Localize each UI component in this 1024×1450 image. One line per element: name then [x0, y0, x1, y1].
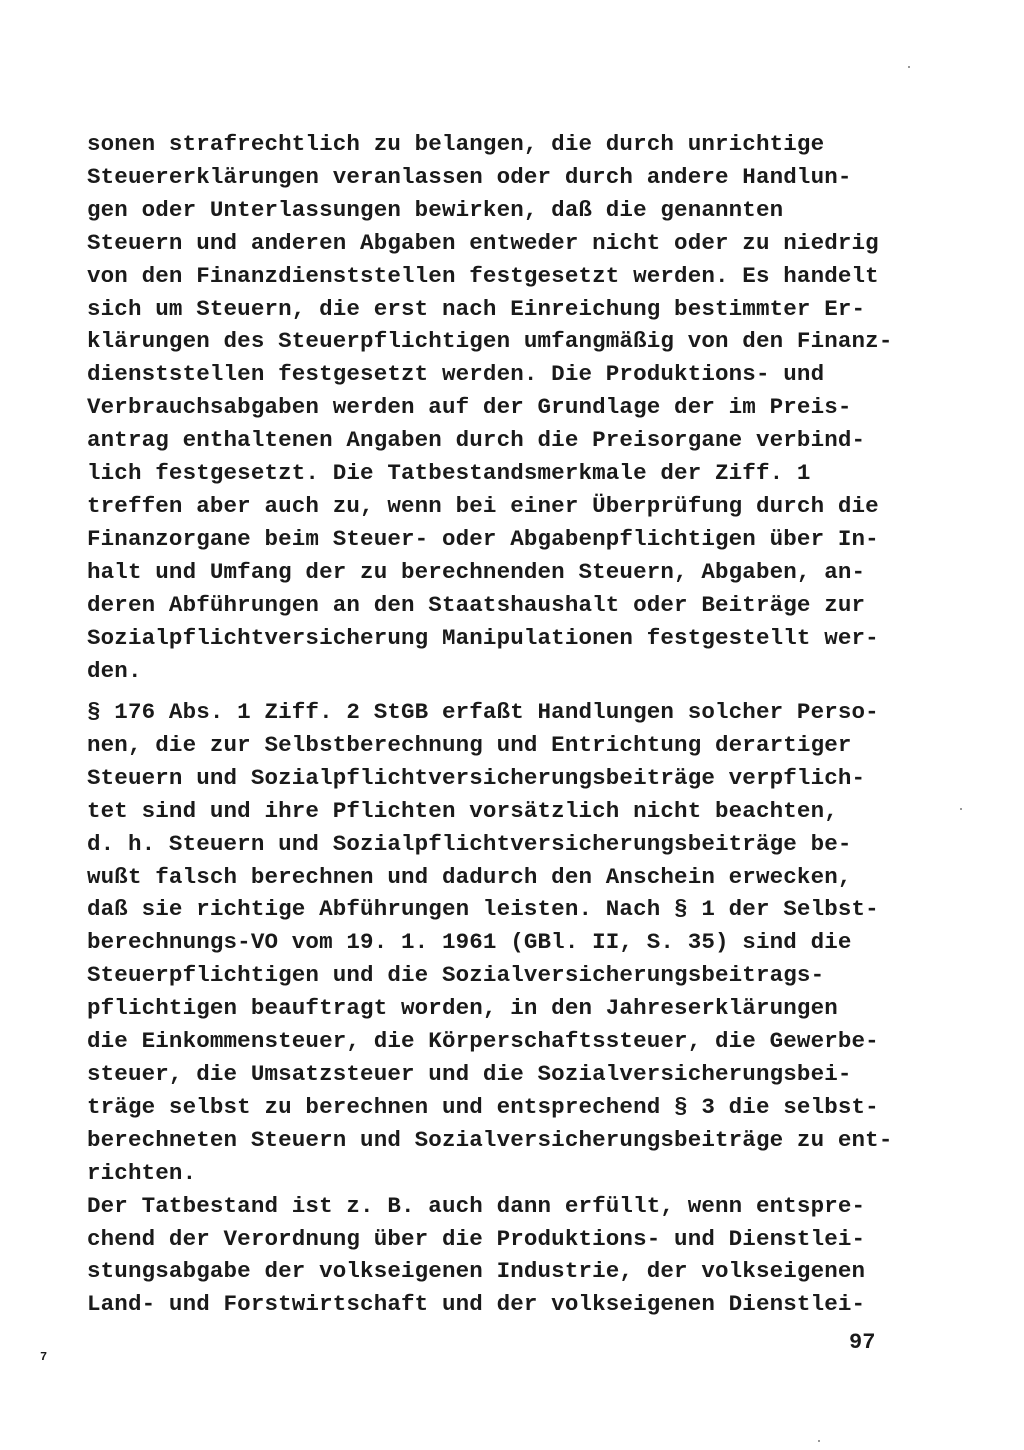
text-line: deren Abführungen an den Staatshaushalt oder Beiträge zur [87, 591, 866, 618]
text-line: berechnungs-VO vom 19. 1. 1961 (GBl. II, S. 35) sind die [87, 929, 852, 956]
margin-mark: 7 [40, 1350, 48, 1364]
text-line: Verbrauchsabgaben werden auf der Grundlage der im Preis- [87, 394, 852, 421]
text-line: halt und Umfang der zu berechnenden Steuern, Abgaben, an- [87, 558, 866, 585]
text-line: träge selbst zu berechnen und entsprechend § 3 die selbst- [87, 1093, 879, 1120]
scan-speck [908, 66, 910, 68]
text-line: nen, die zur Selbstberechnung und Entrichtung derartiger [87, 731, 852, 758]
text-line: Der Tatbestand ist z. B. auch dann erfüllt, wenn entspre- [87, 1192, 866, 1219]
text-line: chend der Verordnung über die Produktions- und Dienstlei- [87, 1225, 866, 1252]
text-line: gen oder Unterlassungen bewirken, daß die genannten [87, 196, 784, 223]
text-line: Steuerpflichtigen und die Sozialversicherungsbeitrags- [87, 962, 825, 989]
text-line: § 176 Abs. 1 Ziff. 2 StGB erfaßt Handlungen solcher Perso- [87, 699, 879, 725]
text-line: den. [87, 657, 142, 684]
text-line: Steuern und Sozialpflichtversicherungsbeiträge verpflich- [87, 764, 866, 791]
text-line: lich festgesetzt. Die Tatbestandsmerkmale der Ziff. 1 [87, 460, 811, 487]
text-line: pflichtigen beauftragt worden, in den Jahreserklärungen [87, 995, 838, 1022]
text-line: die Einkommensteuer, die Körperschaftssteuer, die Gewerbe- [87, 1028, 879, 1055]
text-line: Land- und Forstwirtschaft und der volkseigenen Dienstlei- [87, 1291, 866, 1318]
text-line: steuer, die Umsatzsteuer und die Sozialversicherungsbei- [87, 1060, 852, 1087]
text-line: Sozialpflichtversicherung Manipulationen festgestellt wer- [87, 624, 879, 651]
paragraph-1 [87, 128, 893, 687]
scan-speck [960, 808, 962, 810]
text-line: d. h. Steuern und Sozialpflichtversicherungsbeiträge be- [87, 830, 852, 857]
text-line: von den Finanzdienststellen festgesetzt werden. Es handelt [87, 262, 879, 289]
text-line: sonen strafrechtlich zu belangen, die durch unrichtige [87, 131, 825, 157]
paragraph-2 [87, 696, 893, 1321]
text-line: berechneten Steuern und Sozialversicherungsbeiträge zu ent- [87, 1126, 893, 1153]
text-line: klärungen des Steuerpflichtigen umfangmäßig von den Finanz- [87, 328, 893, 355]
text-line: sich um Steuern, die erst nach Einreichung bestimmter Er- [87, 295, 866, 322]
text-line: stungsabgabe der volkseigenen Industrie, der volkseigenen [87, 1258, 866, 1285]
text-line: Steuererklärungen veranlassen oder durch andere Handlun- [87, 163, 852, 190]
scan-speck [818, 1440, 820, 1442]
text-line: Finanzorgane beim Steuer- oder Abgabenpflichtigen über In- [87, 525, 879, 552]
text-line: Steuern und anderen Abgaben entweder nicht oder zu niedrig [87, 229, 879, 256]
text-line: tet sind und ihre Pflichten vorsätzlich nicht beachten, [87, 797, 838, 824]
text-line: antrag enthaltenen Angaben durch die Preisorgane verbind- [87, 427, 866, 454]
page-number: 97 [849, 1330, 876, 1355]
text-line: wußt falsch berechnen und dadurch den Anschein erwecken, [87, 863, 852, 890]
text-line: daß sie richtige Abführungen leisten. Nach § 1 der Selbst- [87, 896, 879, 923]
text-line: richten. [87, 1159, 197, 1186]
text-line: dienststellen festgesetzt werden. Die Produktions- und [87, 361, 825, 388]
text-line: treffen aber auch zu, wenn bei einer Überprüfung durch die [87, 492, 879, 519]
